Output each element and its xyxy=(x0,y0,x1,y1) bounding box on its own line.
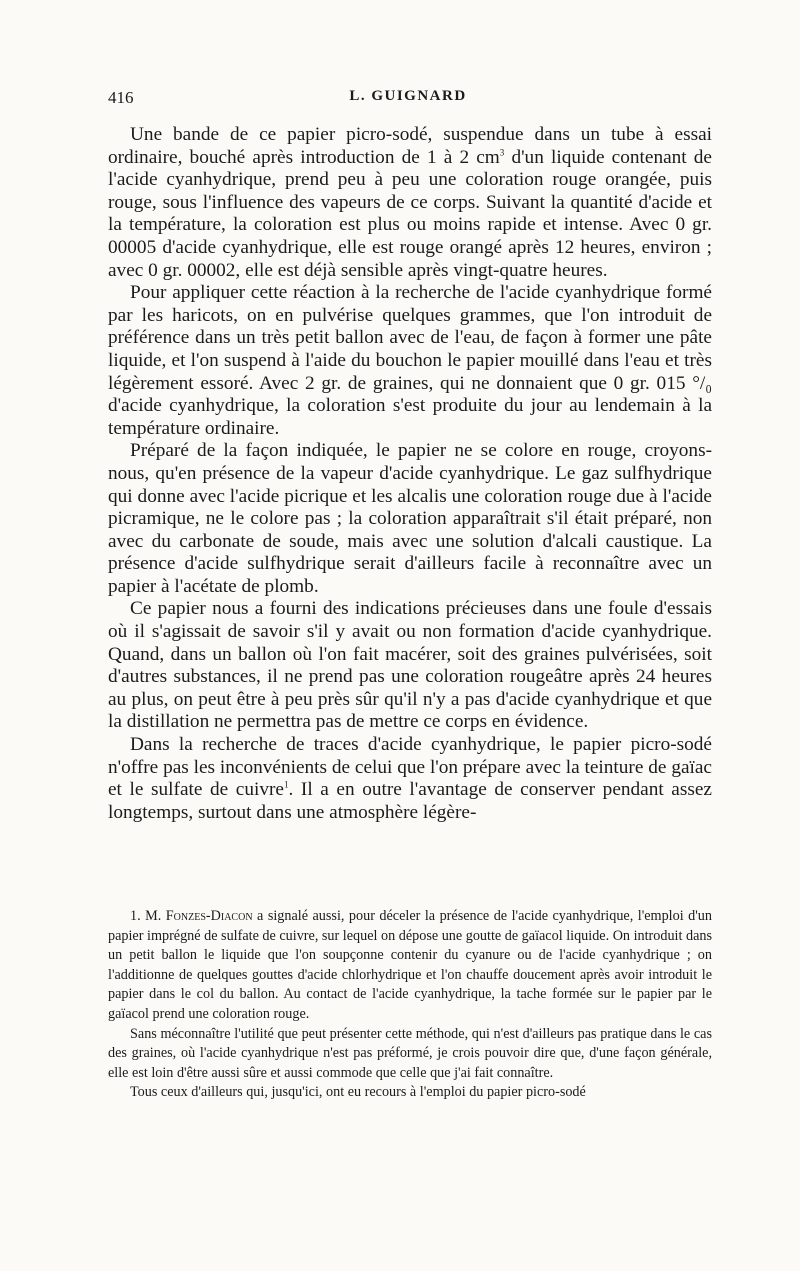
paragraph-4: Ce papier nous a fourni des indications précieuses dans une foule d'essais où il s'agissait de savoir s'il y avait ou non formation d'acide cyanhydrique. Quand, dans un ballon où l'on fait macérer, soit des graines pulvérisées, soit d'autres substances, il ne prend pas une coloration rougeâtre après 24 heures au plus, on peut être à peu près sûr qu'il n'y a pas d'acide cyanhydrique et que la distillation ne permettra pas de mettre ce corps en évidence. xyxy=(108,598,712,733)
paragraph-5: Dans la recherche de traces d'acide cyanhydrique, le papier picro-sodé n'offre pas les inconvénients de celui que l'on prépare avec la teinture de gaïac et le sulfate de cuivre$^1$. Il a en outre l'avantage de conserver pendant assez longtemps, surtout dans une atmosphère légère- xyxy=(108,734,712,823)
footnote-author: Fonzes-Diacon xyxy=(165,908,253,924)
paragraph-2: Pour appliquer cette réaction à la recherche de l'acide cyanhydrique formé par les haricots, on en pulvérise quelques grammes, que l'on introduit de préférence dans un très petit ballon avec de l'eau, de façon à former une pâte liquide, et l'on suspend à l'aide du bouchon le papier mouillé dans l'eau et très légèrement essoré. Avec 2 gr. de graines, qui ne donnaient que 0 gr. 015 °/₀ d'acide cyanhydrique, la coloration s'est produite du jour au lendemain à la température ordinaire. xyxy=(108,282,712,439)
footnote-1: 1. M. Fonzes-Diacon a signalé aussi, pour déceler la présence de l'acide cyanhydrique, l'emploi d'un papier imprégné de sulfate de cuivre, sur lequel on dépose une goutte de gaïacol liquide. On introduit dans un petit ballon le liquide que l'on soupçonne contenir du cyanure ou de l'acide cyanhydrique ; on l'additionne de quelques gouttes d'acide chlorhydrique et l'on chauffe doucement après avoir introduit le papier dans le col du ballon. Au contact de l'acide cyanhydrique, la tache formée sur le papier par le gaïacol prend une coloration rouge. xyxy=(108,908,712,1022)
paragraph-1: Une bande de ce papier picro-sodé, suspendue dans un tube à essai ordinaire, bouché après introduction de 1 à 2 $cm^3$ d'un liquide contenant de l'acide cyanhydrique, prend peu à peu une coloration rouge orangée, puis rouge, sous l'influence des vapeurs de ce corps. Suivant la quantité d'acide et la température, la coloration est plus ou moins rapide et intense. Avec 0 gr. 00005 d'acide cyanhydrique, elle est rouge orangé après 12 heures, environ ; avec 0 gr. 00002, elle est déjà sensible après vingt-quatre heures. xyxy=(108,124,712,281)
paragraph-3: Préparé de la façon indiquée, le papier ne se colore en rouge, croyons-nous, qu'en présence de la vapeur d'acide cyanhydrique. Le gaz sulfhydrique qui donne avec l'acide picrique et les alcalis une coloration rouge due à l'acide picramique, ne le colore pas ; la coloration apparaîtrait s'il était préparé, non avec du carbonate de soude, mais avec une solution d'alcali caustique. La présence d'acide sulfhydrique serait d'ailleurs facile à reconnaître avec un papier à l'acétate de plomb. xyxy=(108,440,712,597)
footnotes xyxy=(108,907,712,1103)
main-text xyxy=(108,124,712,824)
page-number: 416 xyxy=(108,88,134,107)
footnote-ref: 1 xyxy=(283,779,289,790)
page-header xyxy=(108,88,708,112)
footnote-3: Tous ceux d'ailleurs qui, jusqu'ici, ont eu recours à l'emploi du papier picro-sodé xyxy=(130,1084,586,1101)
running-title: L. GUIGNARD xyxy=(349,88,467,104)
footnote-2: Sans méconnaître l'utilité que peut présenter cette méthode, qui n'est d'ailleurs pas pratique dans le cas des graines, où l'acide cyanhydrique n'est pas préformé, je crois pouvoir dire que, d'une façon générale, elle est loin d'être aussi sûre et aussi commode que celle que j'ai fait connaître. xyxy=(108,1025,712,1081)
